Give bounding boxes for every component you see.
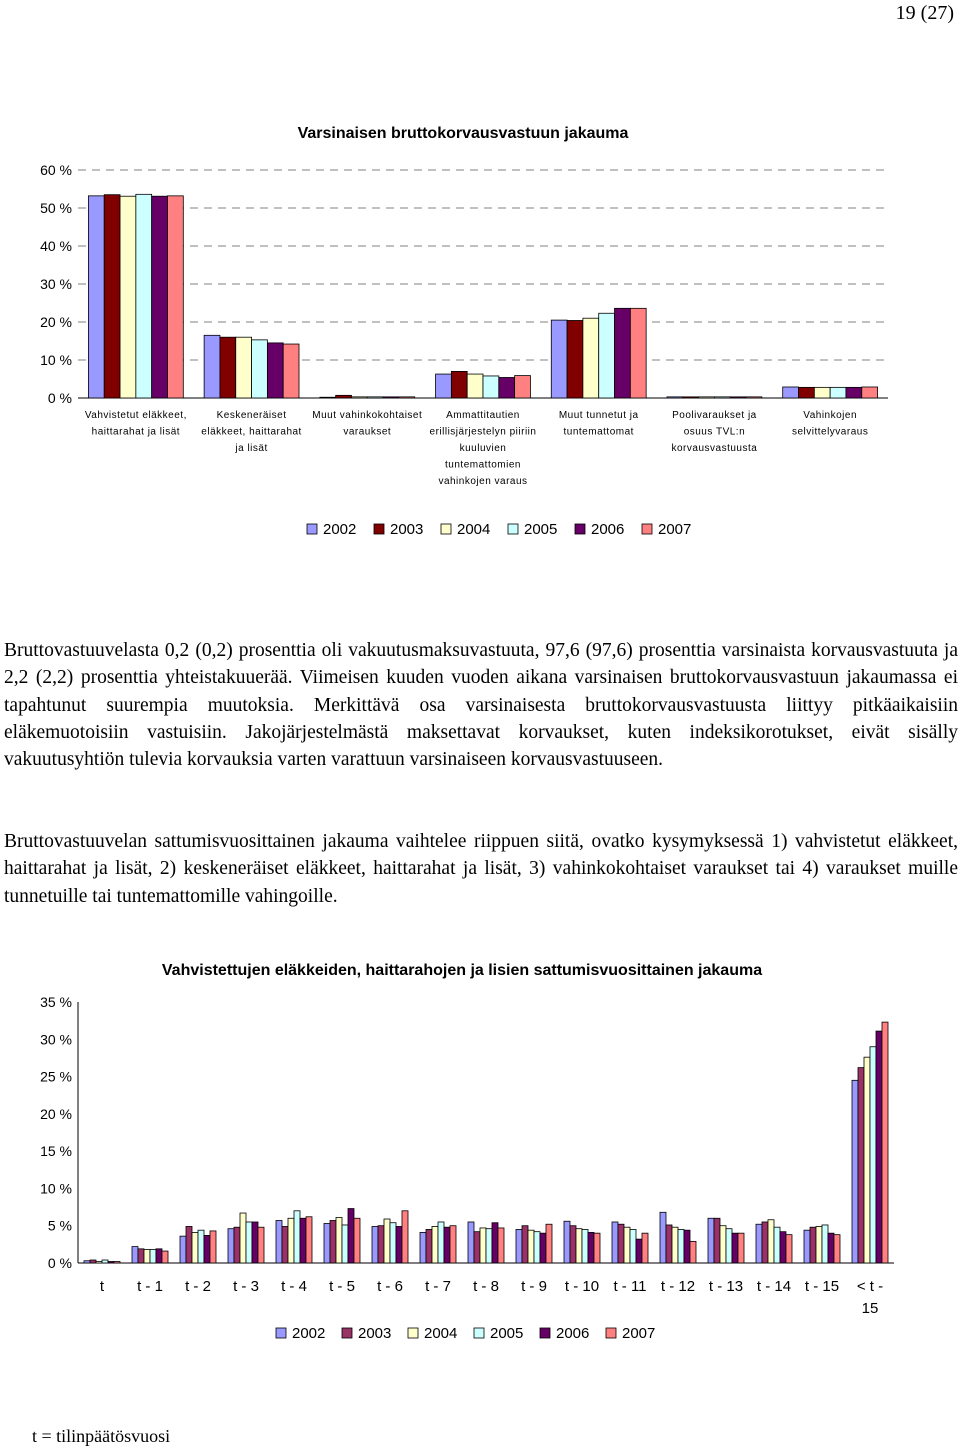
bar-2004 [480,1228,486,1263]
bar-2006 [252,1222,258,1263]
category-label: Vahvistetut eläkkeet, haittarahat ja lisät [84,410,187,438]
y-tick-label: 20 % [40,314,72,330]
bar-2003 [336,395,352,398]
bar-2004 [384,1219,390,1263]
category-label: Muut vahinkokohtaiset varaukset [312,410,423,438]
legend-swatch [575,524,585,534]
paragraph-2: Bruttovastuuvelan sattumisvuosittainen jakauma vaihtelee riippuen siitä, ovatko kysymyksessä 1) vahvistetut eläkkeet, haittarahat ja lisät, 2) keskeneräiset eläkkeet, haittarahat ja lisät, 3) vahinkokohtaiset varaukset tai 4) varaukset muille tunnetuille tai tuntemattomille vahingoille. [4,831,958,907]
bar-2003 [426,1229,432,1263]
bar-2007 [594,1233,600,1263]
bar-2005 [486,1229,492,1263]
bar-2002 [372,1226,378,1263]
bar-2005 [390,1223,396,1263]
bar-2003 [666,1225,672,1263]
legend-item [276,1325,325,1342]
bar-2006 [204,1235,210,1263]
bar-2006 [876,1031,882,1263]
y-tick-label: 5 % [47,1217,72,1234]
bar-2005 [150,1250,156,1263]
chart-accident-year-distribution [0,950,960,1350]
legend-label: 2004 [457,521,491,538]
bar-2002 [436,374,452,398]
bar-2003 [474,1232,480,1263]
bar-2007 [882,1022,888,1263]
legend-label: 2002 [323,521,357,538]
bar-2006 [540,1233,546,1263]
legend-label: 2006 [591,521,625,538]
legend-label: 2003 [390,521,424,538]
bar-2005 [822,1225,828,1263]
bar-2005 [294,1211,300,1263]
bar-2004 [467,374,483,398]
y-tick-label: 25 % [40,1068,72,1085]
bar-2004 [236,337,252,398]
category-label: t - 11 [613,1278,647,1295]
bar-2006 [588,1232,594,1263]
bar-2007 [450,1226,456,1263]
legend-label: 2005 [490,1325,524,1342]
category-label: t - 5 [329,1278,355,1295]
bar-2005 [342,1225,348,1263]
bar-2005 [630,1229,636,1263]
bar-2007 [546,1224,552,1263]
bar-2002 [667,397,683,398]
bar-2003 [186,1226,192,1263]
bar-2005 [714,397,730,398]
bar-2006 [732,1233,738,1263]
y-tick-label: 0 % [47,1255,72,1271]
bar-2005 [678,1229,684,1263]
bar-2007 [642,1233,648,1263]
legend-swatch [642,524,652,534]
bar-2005 [830,387,846,398]
bar-2004 [816,1226,822,1263]
bar-2002 [783,387,799,398]
legend-label: 2007 [658,521,692,538]
bar-2002 [276,1220,282,1263]
bar-2003 [762,1222,768,1263]
bar-2004 [351,397,367,398]
legend-item [374,521,423,538]
bar-2007 [738,1233,744,1263]
bar-2004 [864,1057,870,1263]
bar-2006 [828,1233,834,1263]
category-label: t - 13 [708,1278,744,1295]
bar-2006 [846,387,862,398]
bar-2002 [228,1229,234,1263]
bar-2003 [810,1227,816,1263]
bar-2007 [399,397,415,398]
category-label: t - 12 [660,1278,696,1295]
bar-2004 [144,1250,150,1263]
bar-2005 [582,1229,588,1263]
bar-2007 [402,1211,408,1263]
bar-2006 [615,308,631,398]
category-label: t - 6 [377,1278,403,1295]
bar-2006 [636,1239,642,1263]
bar-2002 [324,1223,330,1263]
bar-2004 [288,1218,294,1263]
bar-2006 [780,1232,786,1263]
category-label: t - 4 [281,1278,307,1295]
bar-2002 [468,1222,474,1263]
bar-2004 [528,1230,534,1263]
chart-claims-distribution [0,110,960,550]
bar-2002 [84,1261,90,1263]
legend-item [342,1325,391,1342]
bar-2003 [234,1227,240,1263]
bar-2005 [774,1227,780,1263]
bar-2003 [858,1068,864,1263]
bar-2005 [599,313,615,398]
bar-2004 [699,397,715,398]
category-label: < t -15 [856,1278,884,1317]
bar-2004 [336,1218,342,1263]
bar-2002 [320,397,336,398]
bar-2005 [102,1260,108,1263]
bar-2005 [870,1047,876,1263]
bar-2007 [306,1217,312,1263]
legend-label: 2002 [292,1325,326,1342]
bar-2004 [814,387,830,398]
bar-2003 [378,1226,384,1263]
bar-2003 [714,1218,720,1263]
legend-swatch [342,1328,352,1338]
bar-2007 [283,344,299,398]
bar-2002 [756,1224,762,1263]
bar-2005 [252,340,268,398]
bar-2002 [204,335,220,398]
category-label: Vahinkojen selvittelyvaraus [791,410,869,438]
bar-2005 [198,1230,204,1263]
legend-swatch [374,524,384,534]
category-label: Ammattitautien erillisjärjestelyn piiriin kuuluvien tuntemattomien vahinkojen varaus [429,410,537,487]
bar-2007 [746,397,762,398]
bar-2007 [690,1241,696,1263]
bar-2004 [432,1226,438,1263]
y-tick-label: 0 % [47,390,72,406]
legend-swatch [508,524,518,534]
category-label: t - 1 [137,1278,163,1295]
page-number: 19 (27) [895,2,954,24]
bar-2003 [567,320,583,398]
bar-2003 [570,1226,576,1263]
legend-item [606,1325,655,1342]
legend-label: 2003 [358,1325,392,1342]
chart-title: Vahvistettujen eläkkeiden, haittarahojen ja lisien sattumisvuosittainen jakauma [161,962,763,979]
paragraph-1: Bruttovastuuvelasta 0,2 (0,2) prosenttia oli vakuutusmaksuvastuuta, 97,6 (97,6) prosenttia varsinaista korvausvastuuta ja 2,2 (2,2) prosenttia yhteistakuuerää. Viimeisen kuuden vuoden aikana varsinaisen bruttokorvausvastuun jakaumassa ei tapahtunut suurempia muutoksia. Merkittävä osa varsinaisesta bruttokorvausvastuusta liittyy pitkäaikaisiin eläkemuotoisiin vastuisiin. Jakojärjestelmästä maksettavat korvaukset, kuten indeksikorotukset, eivät sisälly vakuutusyhtiön tulevia korvauksia varten varattuun varsinaiseen korvausvastuuseen. [4,640,958,771]
bar-2006 [396,1226,402,1263]
bar-2004 [240,1213,246,1263]
y-tick-label: 50 % [40,200,72,216]
bar-2002 [804,1230,810,1263]
legend-swatch [606,1328,616,1338]
bar-2004 [583,318,599,398]
bar-2002 [660,1212,666,1263]
y-tick-label: 60 % [40,162,72,178]
bar-2003 [799,387,815,398]
bar-2004 [624,1227,630,1263]
bar-2003 [683,397,699,398]
bar-2007 [862,387,878,398]
legend-item [540,1325,589,1342]
legend-item [508,521,557,538]
bar-2007 [515,376,531,398]
legend-item [474,1325,523,1342]
legend-label: 2004 [424,1325,458,1342]
bar-2002 [551,320,567,398]
bar-2007 [786,1235,792,1263]
bar-2005 [246,1222,252,1263]
bar-2004 [120,196,136,398]
bar-2007 [258,1227,264,1263]
bar-2003 [451,371,467,398]
bar-2003 [104,195,120,398]
category-label: Keskeneräiset eläkkeet, haittarahat ja lisät [201,410,302,454]
bar-2004 [768,1220,774,1263]
legend-swatch [307,524,317,534]
bar-2004 [720,1226,726,1263]
bar-2002 [132,1247,138,1263]
category-label: t - 10 [564,1278,600,1295]
y-tick-label: 40 % [40,238,72,254]
bar-2004 [96,1262,102,1263]
category-label: t - 15 [804,1278,840,1295]
legend-label: 2006 [556,1325,590,1342]
bar-2007 [354,1218,360,1263]
bar-2006 [348,1209,354,1263]
category-label: t - 14 [756,1278,792,1295]
bar-2004 [192,1232,198,1263]
y-tick-label: 15 % [40,1143,72,1160]
bar-2006 [684,1230,690,1263]
bar-2002 [612,1222,618,1263]
bar-2007 [114,1262,120,1263]
bar-2003 [138,1249,144,1263]
bar-2006 [444,1227,450,1263]
bar-2005 [534,1232,540,1263]
bar-2003 [330,1220,336,1263]
bar-2007 [498,1228,504,1263]
bar-2003 [522,1226,528,1263]
bar-2004 [576,1229,582,1263]
bar-2006 [108,1262,114,1263]
bar-2007 [167,196,183,398]
y-tick-label: 20 % [40,1105,72,1122]
legend-item [575,521,624,538]
bar-2002 [852,1080,858,1263]
y-tick-label: 10 % [40,352,72,368]
legend-swatch [408,1328,418,1338]
bar-2005 [483,376,499,398]
category-label: Muut tunnetut ja tuntemattomat [558,410,639,438]
bar-2002 [708,1218,714,1263]
category-label: t - 2 [185,1278,211,1295]
bar-2007 [630,308,646,398]
footnote: t = tilinpäätösvuosi [32,1426,171,1446]
bar-2003 [220,337,236,398]
y-tick-label: 35 % [40,994,72,1010]
legend-item [441,521,490,538]
bar-2004 [672,1227,678,1263]
bar-2006 [492,1223,498,1263]
category-label: t [99,1278,105,1295]
bar-2002 [516,1229,522,1263]
bar-2007 [162,1251,168,1263]
chart-title: Varsinaisen bruttokorvausvastuun jakauma [297,125,629,142]
bar-2002 [420,1232,426,1263]
category-label: Poolivaraukset ja osuus TVL:n korvausvastuusta [671,410,758,454]
bar-2006 [152,196,168,398]
bar-2006 [267,343,283,398]
category-label: t - 9 [521,1278,547,1295]
bar-2002 [564,1221,570,1263]
bar-2002 [88,196,104,398]
bar-2003 [282,1226,288,1263]
y-tick-label: 10 % [40,1180,72,1197]
legend-label: 2007 [622,1325,656,1342]
y-tick-label: 30 % [40,276,72,292]
legend-swatch [276,1328,286,1338]
legend-swatch [441,524,451,534]
bar-2007 [210,1231,216,1263]
bar-2006 [499,377,515,398]
y-tick-label: 30 % [40,1031,72,1048]
legend-item [307,521,356,538]
legend-label: 2005 [524,521,558,538]
bar-2005 [438,1222,444,1263]
bar-2006 [156,1249,162,1263]
category-label: t - 8 [473,1278,499,1295]
bar-2003 [90,1260,96,1263]
category-label: t - 7 [425,1278,451,1295]
legend-swatch [474,1328,484,1338]
bar-2003 [618,1224,624,1263]
category-label: t - 3 [233,1278,259,1295]
bar-2006 [300,1218,306,1263]
bar-2006 [383,397,399,398]
bar-2005 [726,1229,732,1263]
legend-item [642,521,691,538]
bar-2006 [730,397,746,398]
legend-item [408,1325,457,1342]
bar-2005 [367,397,383,398]
bar-2007 [834,1235,840,1263]
bar-2002 [180,1236,186,1263]
bar-2005 [136,194,152,398]
legend-swatch [540,1328,550,1338]
